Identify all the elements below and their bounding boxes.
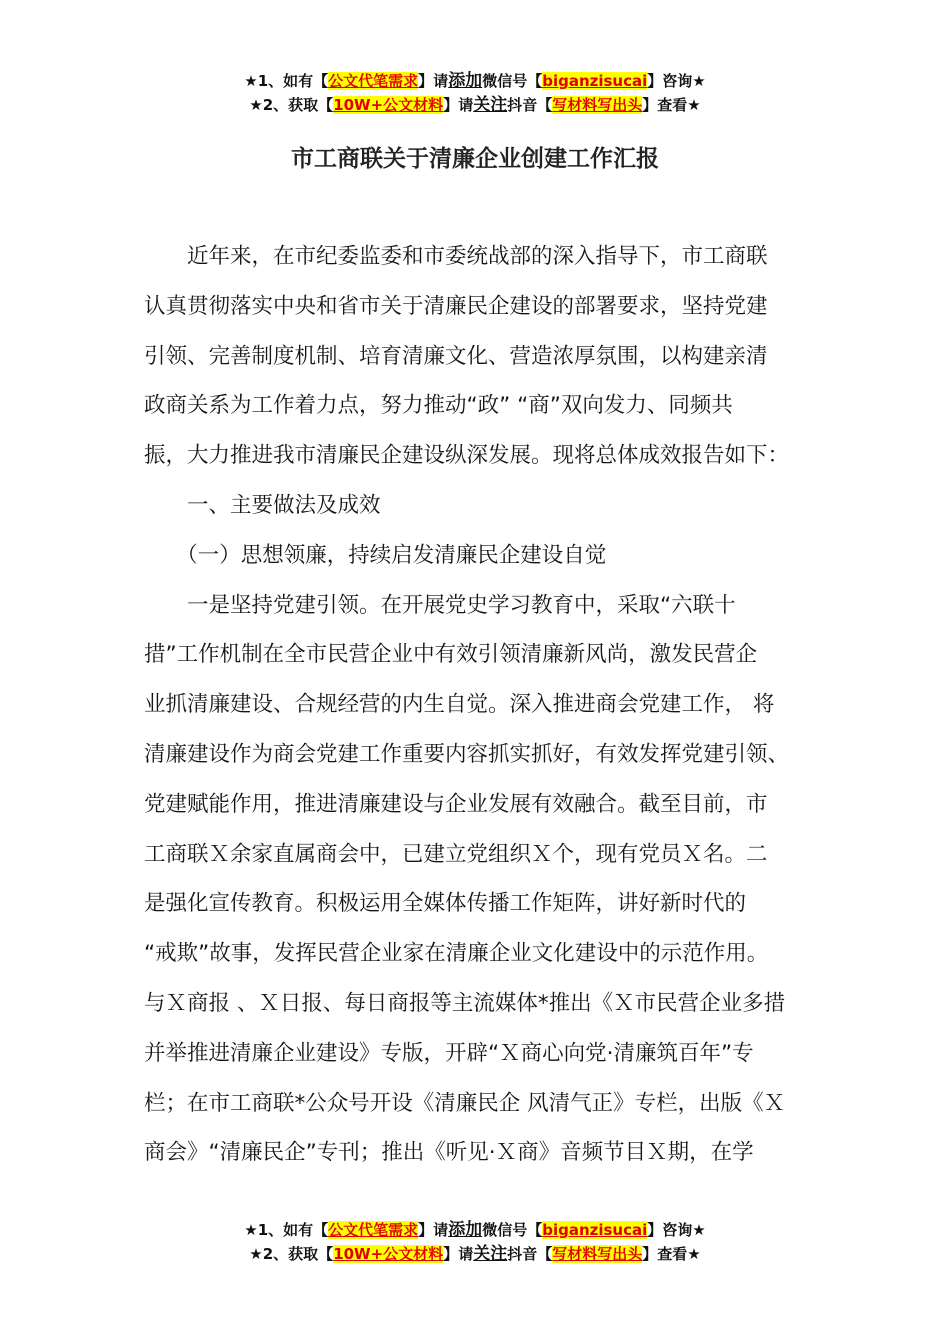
banner-underline: 关注 (473, 95, 508, 115)
banner-text: ★1、如有【 (244, 72, 329, 90)
banner-text: 】请 (443, 1245, 474, 1263)
body-text-line: 商会》“清廉民企”专刊；推出《听见·Ｘ商》音频节目Ｘ期，在学 (144, 1140, 754, 1166)
body-text-line: 认真贯彻落实中央和省市关于清廉民企建设的部署要求，坚持党建 (144, 293, 768, 319)
banner-text: 】查看★ (642, 96, 701, 114)
document-title: 市工商联关于清廉企业创建工作汇报 (291, 146, 659, 172)
banner-text: 】请 (443, 96, 474, 114)
banner-line-1 (0, 69, 950, 93)
banner-line-2 (0, 1242, 950, 1266)
banner-underline: 添加 (448, 71, 483, 91)
banner-text: ★2、获取【 (249, 96, 334, 114)
banner-highlight: biganzisucai (542, 1221, 648, 1239)
banner-highlight: 公文代笔需求 (328, 72, 419, 90)
banner-text: 微信号【 (482, 72, 543, 90)
banner-text: 抖音【 (507, 96, 553, 114)
banner-line-2 (0, 93, 950, 117)
body-text-line: 一是坚持党建引领。在开展党史学习教育中，采取“六联十 (144, 592, 736, 618)
body-text-line: 并举推进清廉企业建设》专版，开辟“Ｘ商心向党·清廉筑百年”专 (144, 1040, 754, 1066)
top-banner (0, 69, 950, 117)
bottom-banner (0, 1218, 950, 1266)
body-text-line: 近年来，在市纪委监委和市委统战部的深入指导下，市工商联 (144, 244, 768, 269)
banner-text: 】请 (418, 1221, 449, 1239)
body-text-line: 与Ｘ商报 、Ｘ日报、每日商报等主流媒体*推出《Ｘ市民营企业多措 (144, 990, 786, 1016)
body-text-line: 振，大力推进我市清廉民企建设纵深发展。现将总体成效报告如下： (144, 443, 790, 469)
document-body (144, 232, 824, 1178)
banner-text: ★1、如有【 (244, 1221, 329, 1239)
body-text-line: 工商联Ｘ余家直属商会中，已建立党组织Ｘ个，现有党员Ｘ名。二 (144, 841, 768, 867)
body-text-line: 党建赋能作用，推进清廉建设与企业发展有效融合。截至目前，市 (144, 791, 768, 817)
banner-underline: 关注 (473, 1244, 508, 1264)
banner-highlight: 10W+公文材料 (333, 1245, 444, 1263)
banner-text: ★2、获取【 (249, 1245, 334, 1263)
banner-text: 】请 (418, 72, 449, 90)
banner-highlight: 写材料写出头 (552, 1245, 643, 1263)
body-text-line: 栏；在市工商联*公众号开设《清廉民企 风清气正》专栏，出版《Ｘ (144, 1090, 786, 1116)
banner-text: 】咨询★ (647, 72, 706, 90)
banner-highlight: biganzisucai (542, 72, 648, 90)
banner-text: 】查看★ (642, 1245, 701, 1263)
banner-text: 】咨询★ (647, 1221, 706, 1239)
banner-underline: 添加 (448, 1220, 483, 1240)
body-text-line: （一）思想领廉，持续启发清廉民企建设自觉 (144, 542, 607, 568)
banner-text: 抖音【 (507, 1245, 553, 1263)
body-text-line: “戒欺”故事，发挥民营企业家在清廉企业文化建设中的示范作用。 (144, 941, 769, 967)
body-text-line: 引领、完善制度机制、培育清廉文化、营造浓厚氛围，以构建亲清 (144, 343, 768, 369)
banner-highlight: 公文代笔需求 (328, 1221, 419, 1239)
body-text-line: 清廉建设作为商会党建工作重要内容抓实抓好，有效发挥党建引领、 (144, 741, 790, 767)
body-text-line: 是强化宣传教育。积极运用全媒体传播工作矩阵，讲好新时代的 (144, 891, 747, 917)
banner-highlight: 写材料写出头 (552, 96, 643, 114)
body-text-line: 业抓清廉建设、合规经营的内生自觉。深入推进商会党建工作， 将 (144, 692, 775, 718)
banner-text: 微信号【 (482, 1221, 543, 1239)
body-text-line: 政商关系为工作着力点，努力推动“政” “商”双向发力、同频共 (144, 393, 733, 419)
banner-line-1 (0, 1218, 950, 1242)
banner-highlight: 10W+公文材料 (333, 96, 444, 114)
body-text-line: 一、主要做法及成效 (144, 492, 381, 518)
body-text-line: 措”工作机制在全市民营企业中有效引领清廉新风尚，激发民营企 (144, 642, 758, 668)
